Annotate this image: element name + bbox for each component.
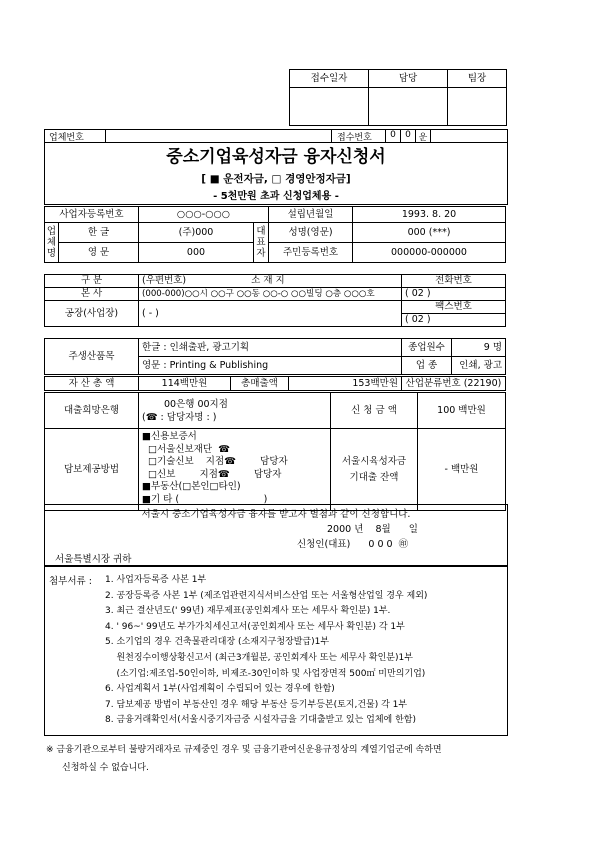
- industry-code[interactable]: 산업분류번호 (22190): [402, 377, 506, 391]
- loan-table: [44, 392, 506, 511]
- resident-no-value[interactable]: 000000-000000: [353, 243, 506, 263]
- declaration-statement: 서울시 중소기업육성자금 융자를 받고자 별첨과 같이 신청합니다.: [141, 509, 411, 520]
- factory-address[interactable]: ( - ): [139, 301, 402, 327]
- declaration-box: [44, 504, 508, 566]
- collateral-line-6[interactable]: ■기 타 ( ): [142, 493, 268, 505]
- company-name-label: 업 체 명: [45, 223, 59, 263]
- receipt-box: [289, 69, 507, 126]
- declaration-date[interactable]: 2000 년 8월 일: [327, 524, 418, 535]
- footnote-line-2: 신청하실 수 없습니다.: [62, 763, 149, 773]
- form-subtitle: - 5천만원 초과 신청업체용 -: [213, 191, 339, 202]
- declaration-addressee: 서울특별시장 귀하: [55, 554, 132, 565]
- reg-no-value[interactable]: ○○○-○○○: [139, 207, 269, 223]
- attachment-item: 8. 금융거래확인서(서울시중기자금중 시설자금을 기대출받고 있는 업체에 한함): [105, 715, 416, 726]
- finance-table: [44, 376, 506, 391]
- assets-value[interactable]: 114백만원: [139, 377, 231, 391]
- officer-cell[interactable]: [369, 88, 448, 126]
- title-block: [44, 142, 508, 205]
- bank-label: 대출희망은행: [45, 393, 139, 429]
- korean-name-value[interactable]: (주)000: [139, 223, 254, 243]
- attachment-item: 5. 소기업의 경우 건축물관리대장 (소재지구청장발급)1부: [105, 637, 330, 648]
- collateral-label: 담보제공방법: [45, 429, 139, 511]
- english-name-label: 영 문: [59, 243, 139, 263]
- industry-label: 업 종: [402, 357, 452, 375]
- attachment-item: 4. ' 96~' 99년도 부가가치세신고서(공인회계사 또는 세무사 확인분) 각 1부: [105, 621, 405, 632]
- collateral-line-5[interactable]: ■부동산(□본인□타인): [142, 481, 241, 493]
- attachments-box: [44, 566, 508, 736]
- receipt-date-header: 접수일자: [290, 70, 369, 88]
- attachment-item: 원천징수이행상황신고서 (최근3개월분, 공인회계사 또는 세무사 확인분)1부: [105, 652, 413, 663]
- collateral-line-4[interactable]: □신보 지점☎ 담당자: [142, 468, 282, 480]
- hq-address[interactable]: (000-000)○○시 ○○구 ○○동 ○○-○ ○○빌딩 ○층 ○○○호: [139, 288, 402, 301]
- business-no-label: 업체번호: [49, 133, 84, 143]
- company-table: [44, 206, 506, 263]
- address-table: [44, 274, 506, 327]
- phone-label: 전화번호: [402, 275, 506, 288]
- main-products-label: 주생산품목: [45, 339, 139, 375]
- declaration-applicant[interactable]: 신청인(대표) 0 0 0 ㊞: [297, 539, 409, 550]
- collateral-options[interactable]: [139, 429, 331, 511]
- collateral-line-3[interactable]: □기술신보 지점☎ 담당자: [142, 456, 288, 468]
- collateral-line-1[interactable]: ■신용보증서: [142, 431, 197, 442]
- collateral-line-2[interactable]: □서울신보재단 ☎: [142, 443, 230, 455]
- hq-phone[interactable]: ( 02 ): [402, 288, 506, 301]
- existing-loan-value[interactable]: - 백만원: [418, 429, 506, 511]
- employees-label: 종업원수: [402, 339, 452, 357]
- amount-value[interactable]: 100 백만원: [418, 393, 506, 429]
- attachment-item: 2. 공장등록증 사본 1부 (제조업관련지식서비스산업 또는 서울형산업일 경우 제외): [105, 590, 428, 601]
- footnote-line-1: ※ 금융기관으로부터 불량거래자로 규제중인 경우 및 금융기관여신운용규정상의 계열기업군에 속하면: [46, 745, 442, 755]
- existing-loan-label: 서울시육성자금 기대출 잔액: [331, 429, 418, 511]
- products-table: [44, 338, 506, 375]
- team-lead-header: 팀장: [448, 70, 507, 88]
- established-label: 설립년월일: [269, 207, 353, 223]
- representative-label: 대 표 자: [254, 223, 269, 263]
- form-title: 중소기업육성자금 융자신청서: [166, 147, 386, 167]
- sales-label: 총매출액: [231, 377, 289, 391]
- attachments-label: 첨부서류 :: [49, 576, 92, 587]
- receipt-no-digit-2: 0: [405, 130, 411, 140]
- products-english[interactable]: 영문 : Printing & Publishing: [139, 357, 402, 375]
- reg-no-label: 사업자등록번호: [45, 207, 139, 223]
- established-value[interactable]: 1993. 8. 20: [353, 207, 506, 223]
- fund-type-line: [ ■ 운전자금, □ 경영안정자금]: [201, 173, 351, 185]
- sales-value[interactable]: 153백만원: [289, 377, 402, 391]
- team-lead-cell[interactable]: [448, 88, 507, 126]
- business-no-field[interactable]: [106, 130, 331, 142]
- attachment-item: 6. 사업계획서 1부(사업계획이 수립되어 있는 경우에 한함): [105, 684, 335, 695]
- receipt-no-label: 접수번호: [337, 133, 372, 143]
- rep-name-label: 성명(영문): [269, 223, 353, 243]
- receipt-date-cell[interactable]: [290, 88, 369, 126]
- fax-label: 팩스번호: [402, 301, 506, 314]
- industry-value[interactable]: 인쇄, 광고: [452, 357, 506, 375]
- attachment-item: 1. 사업자등록증 사본 1부: [105, 575, 207, 585]
- assets-label: 자 산 총 액: [45, 377, 139, 391]
- english-name-value[interactable]: 000: [139, 243, 254, 263]
- receipt-no-suffix: 운: [418, 133, 428, 143]
- bank-branch: 00은행 00지점: [164, 398, 228, 410]
- korean-name-label: 한 글: [59, 223, 139, 243]
- attachment-item: 7. 담보제공 방법이 부동산인 경우 해당 부동산 등기부등본(토지,건물) 각 1부: [105, 699, 408, 710]
- division-label: 구 분: [45, 275, 139, 288]
- fax-value[interactable]: ( 02 ): [402, 314, 506, 327]
- bank-details[interactable]: [139, 393, 331, 429]
- attachment-item: (소기업:제조업-50인이하, 비제조-30인이하 및 사업장면적 500㎡ 미만의기업): [105, 668, 426, 679]
- officer-header: 담당: [369, 70, 448, 88]
- rep-name-value[interactable]: 000 (***): [353, 223, 506, 243]
- hq-label: 본 사: [45, 288, 139, 301]
- location-header: (우편번호) 소 재 지: [139, 275, 402, 288]
- business-number-strip: [44, 129, 508, 143]
- products-korean[interactable]: 한글 : 인쇄출판, 광고기획: [139, 339, 402, 357]
- factory-label: 공장(사업장): [45, 301, 139, 327]
- bank-contact: (☎ : 담당자명 : ): [142, 411, 217, 423]
- location-label: 소 재 지: [251, 275, 285, 286]
- receipt-no-digit-1: 0: [390, 130, 396, 140]
- amount-label: 신 청 금 액: [331, 393, 418, 429]
- resident-no-label: 주민등록번호: [269, 243, 353, 263]
- attachment-item: 3. 최근 결산년도(' 99년) 재무제표(공인회계사 또는 세무사 확인분) 1부.: [105, 606, 391, 617]
- attachments-list: [105, 573, 505, 729]
- employees-value[interactable]: 9 명: [452, 339, 506, 357]
